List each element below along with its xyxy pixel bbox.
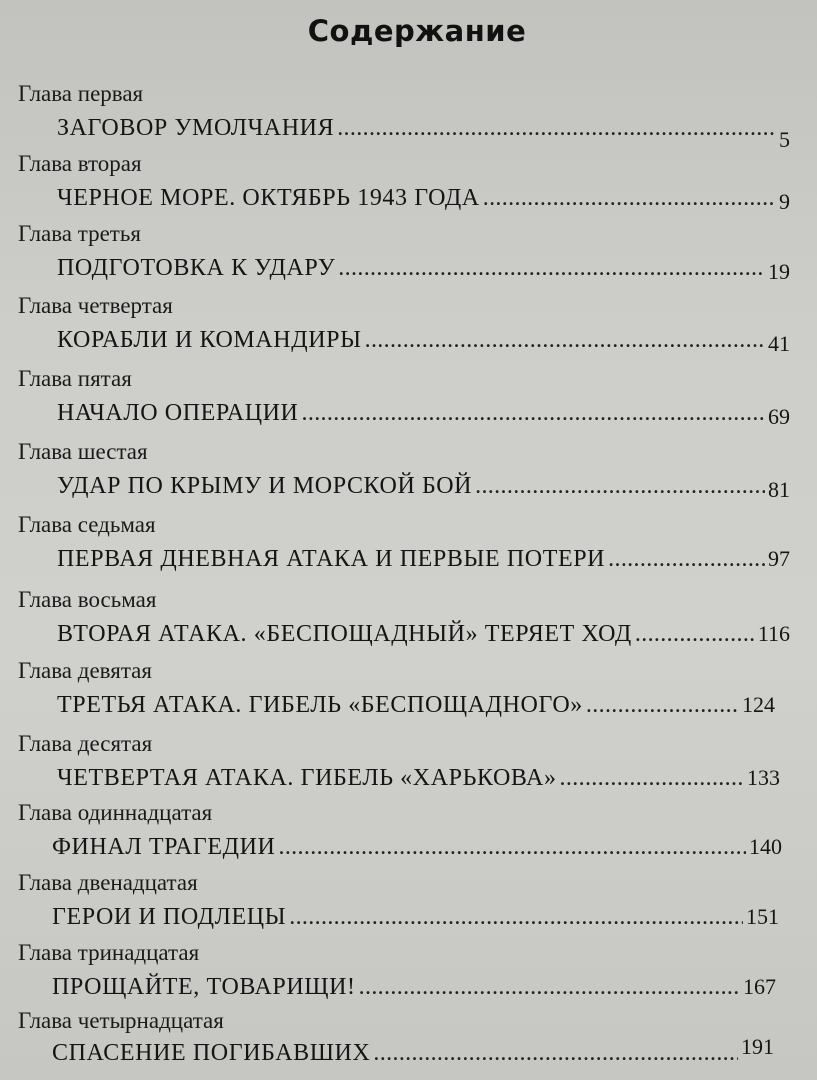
dot-leader (302, 399, 766, 427)
dot-leader (337, 114, 776, 142)
page-number: 69 (768, 404, 790, 429)
toc-line (57, 764, 780, 792)
page-number: 41 (768, 331, 790, 356)
chapter-label: Глава четвертая (18, 293, 173, 318)
toc-entry (0, 151, 817, 221)
chapter-heading: СПАСЕНИЕ ПОГИБАВШИХ (52, 1040, 371, 1066)
toc-line (57, 545, 790, 573)
page-title: Содержание (307, 14, 527, 48)
chapter-heading: ПЕРВАЯ ДНЕВНАЯ АТАКА И ПЕРВЫЕ ПОТЕРИ (57, 546, 606, 572)
chapter-heading: ФИНАЛ ТРАГЕДИИ (52, 834, 276, 860)
dot-leader (560, 764, 744, 792)
dot-leader (359, 973, 740, 1001)
chapter-heading: ЧЕРНОЕ МОРЕ. ОКТЯБРЬ 1943 ГОДА (57, 185, 480, 211)
page-number: 151 (746, 904, 779, 929)
chapter-heading: ЧЕТВЕРТАЯ АТАКА. ГИБЕЛЬ «ХАРЬКОВА» (57, 765, 557, 791)
toc-entry (0, 293, 817, 363)
chapter-label: Глава вторая (18, 151, 142, 176)
chapter-label: Глава первая (18, 81, 144, 106)
chapter-heading: ГЕРОИ И ПОДЛЕЦЫ (52, 904, 287, 930)
toc-line (57, 326, 790, 354)
chapter-heading: ВТОРАЯ АТАКА. «БЕСПОЩАДНЫЙ» ТЕРЯЕТ ХОД (57, 621, 632, 647)
toc-line (57, 254, 790, 282)
chapter-label: Глава тринадцатая (18, 940, 200, 965)
chapter-label: Глава двенадцатая (18, 870, 198, 895)
toc-line (52, 973, 776, 1001)
chapter-heading: УДАР ПО КРЫМУ И МОРСКОЙ БОЙ (57, 473, 473, 499)
toc-entry (0, 1008, 817, 1078)
chapter-heading: ТРЕТЬЯ АТАКА. ГИБЕЛЬ «БЕСПОЩАДНОГО» (57, 692, 583, 718)
toc-entry (0, 658, 817, 728)
page-number: 140 (749, 834, 782, 859)
dot-leader (278, 833, 746, 861)
dot-leader (483, 184, 776, 212)
chapter-heading: ЗАГОВОР УМОЛЧАНИЯ (57, 115, 335, 141)
toc-line (52, 903, 779, 931)
toc-line (52, 1034, 774, 1067)
page-number: 97 (768, 546, 790, 571)
dot-leader (608, 545, 765, 573)
page-number: 191 (741, 1034, 774, 1059)
page-number: 124 (742, 692, 775, 717)
chapter-heading: ПОДГОТОВКА К УДАРУ (57, 255, 336, 281)
dot-leader (586, 691, 739, 719)
page-number: 116 (757, 621, 790, 646)
toc-entry (0, 81, 817, 151)
page-number: 9 (779, 189, 790, 214)
toc-entry (0, 439, 817, 509)
toc-entry (0, 731, 817, 801)
chapter-label: Глава десятая (18, 731, 153, 756)
toc-line (57, 114, 790, 152)
page-number: 167 (743, 974, 776, 999)
toc-entry (0, 940, 817, 1010)
toc-line (57, 472, 790, 500)
chapter-label: Глава шестая (18, 439, 148, 464)
chapter-label: Глава девятая (18, 658, 152, 683)
chapter-label: Глава третья (18, 221, 141, 246)
toc-entry (0, 512, 817, 582)
chapter-label: Глава седьмая (18, 512, 156, 537)
toc-line (52, 833, 782, 861)
toc-line (57, 620, 790, 648)
chapter-label: Глава четырнадцатая (18, 1008, 224, 1033)
chapter-label: Глава пятая (18, 366, 132, 391)
toc-entry (0, 800, 817, 870)
chapter-heading: НАЧАЛО ОПЕРАЦИИ (57, 400, 299, 426)
toc-entry (0, 221, 817, 291)
chapter-heading: КОРАБЛИ И КОМАНДИРЫ (57, 327, 362, 353)
dot-leader (635, 620, 755, 648)
chapter-label: Глава восьмая (18, 587, 157, 612)
dot-leader (373, 1039, 738, 1067)
toc-entry (0, 366, 817, 436)
dot-leader (338, 254, 765, 282)
page-number: 81 (768, 477, 790, 502)
chapter-heading: ПРОЩАЙТЕ, ТОВАРИЩИ! (52, 974, 356, 1000)
toc-entry (0, 587, 817, 657)
dot-leader (365, 326, 765, 354)
page-number: 5 (779, 127, 790, 152)
dot-leader (475, 472, 765, 500)
dot-leader (289, 903, 743, 931)
chapter-label: Глава одиннадцатая (18, 800, 213, 825)
toc-line (57, 399, 790, 427)
toc-line (57, 184, 790, 212)
toc-line (57, 691, 775, 719)
page-number: 133 (747, 765, 780, 790)
page-number: 19 (768, 259, 790, 284)
toc-entry (0, 870, 817, 940)
